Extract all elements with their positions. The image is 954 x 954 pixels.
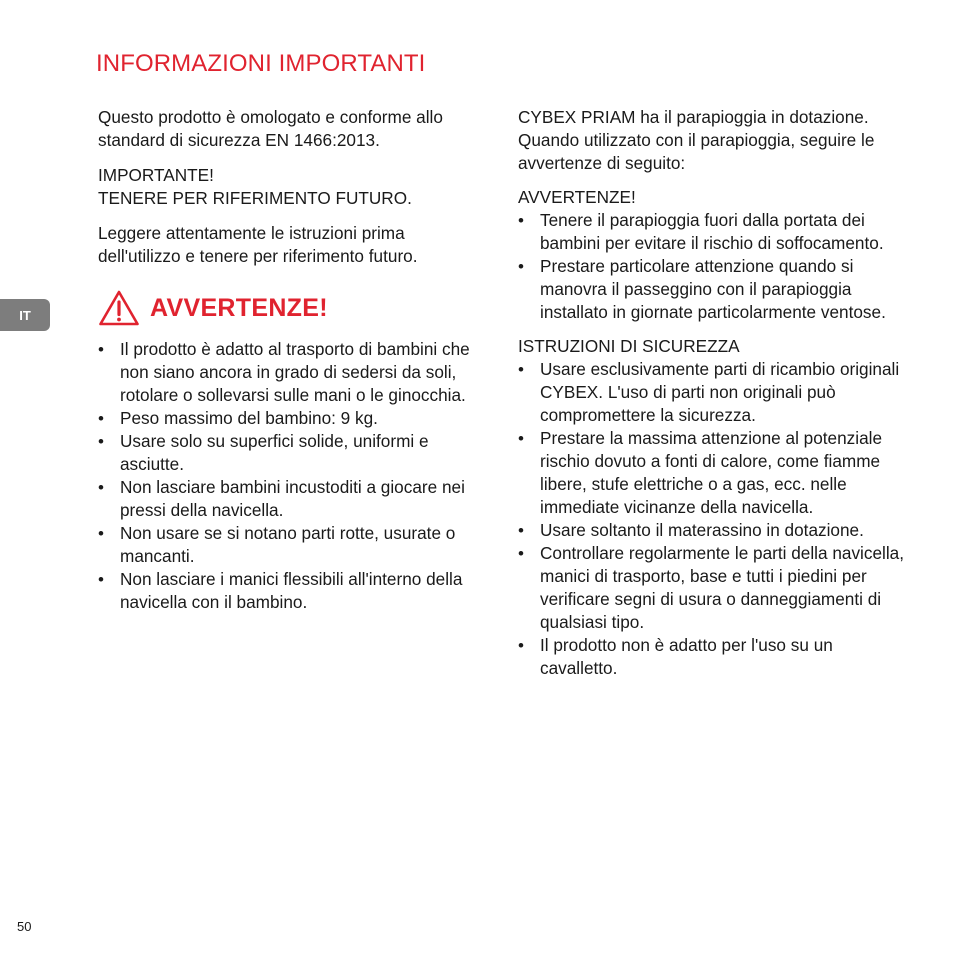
important-heading: IMPORTANTE! — [98, 165, 214, 185]
list-item: • Usare solo su superfici solide, uniformi e asciutte. — [98, 430, 488, 476]
list-item: • Usare soltanto il materassino in dotazione. — [518, 519, 908, 542]
rain-cover-warning-list — [518, 209, 908, 324]
language-tab-label: IT — [19, 307, 31, 323]
list-item: • Non usare se si notano parti rotte, usurate o mancanti. — [98, 522, 488, 568]
list-item: • Prestare la massima attenzione al potenziale rischio dovuto a fonti di calore, come fiamme libere, stufe elettriche o a gas, ecc. nelle immediate vicinanze della navicella. — [518, 427, 908, 519]
right-column — [518, 106, 908, 680]
warning-header — [98, 288, 488, 328]
list-item: • Tenere il parapioggia fuori dalla portata dei bambini per evitare il rischio di soffocamento. — [518, 209, 908, 255]
list-item: • Il prodotto non è adatto per l'uso su un cavalletto. — [518, 634, 908, 680]
language-tab — [0, 299, 50, 331]
safety-instructions-heading: ISTRUZIONI DI SICUREZZA — [518, 336, 740, 356]
rain-cover-usage-text: Quando utilizzato con il parapioggia, seguire le avvertenze di seguito: — [518, 130, 875, 173]
safety-instructions-list — [518, 358, 908, 680]
rain-cover-warnings-heading: AVVERTENZE! — [518, 187, 636, 207]
left-column — [98, 106, 488, 614]
intro-text: Questo prodotto è omologato e conforme allo standard di sicurezza EN 1466:2013. — [98, 107, 443, 150]
read-instructions-text: Leggere attentamente le istruzioni prima dell'utilizzo e tenere per riferimento futuro. — [98, 223, 418, 266]
list-item: • Non lasciare bambini incustoditi a giocare nei pressi della navicella. — [98, 476, 488, 522]
list-item: • Il prodotto è adatto al trasporto di bambini che non siano ancora in grado di sedersi da soli, rotolare o sollevarsi sulle mani o le ginocchia. — [98, 338, 488, 407]
page-number: 50 — [17, 919, 32, 934]
keep-reference-text: TENERE PER RIFERIMENTO FUTURO. — [98, 188, 412, 208]
list-item: • Prestare particolare attenzione quando si manovra il passeggino con il parapioggia installato in giornate particolarmente ventose. — [518, 255, 908, 324]
warning-triangle-icon — [98, 289, 140, 327]
page-title: INFORMAZIONI IMPORTANTI — [96, 50, 426, 77]
list-item: • Usare esclusivamente parti di ricambio originali CYBEX. L'uso di parti non originali può compromettere la sicurezza. — [518, 358, 908, 427]
warning-list — [98, 338, 488, 614]
list-item: • Controllare regolarmente le parti della navicella, manici di trasporto, base e tutti i piedini per verificare segni di usura o danneggiamenti di qualsiasi tipo. — [518, 542, 908, 634]
list-item: • Non lasciare i manici flessibili all'interno della navicella con il bambino. — [98, 568, 488, 614]
rain-cover-included-text: CYBEX PRIAM ha il parapioggia in dotazione. — [518, 107, 869, 127]
list-item: • Peso massimo del bambino: 9 kg. — [98, 407, 488, 430]
warning-title: AVVERTENZE! — [150, 293, 328, 322]
